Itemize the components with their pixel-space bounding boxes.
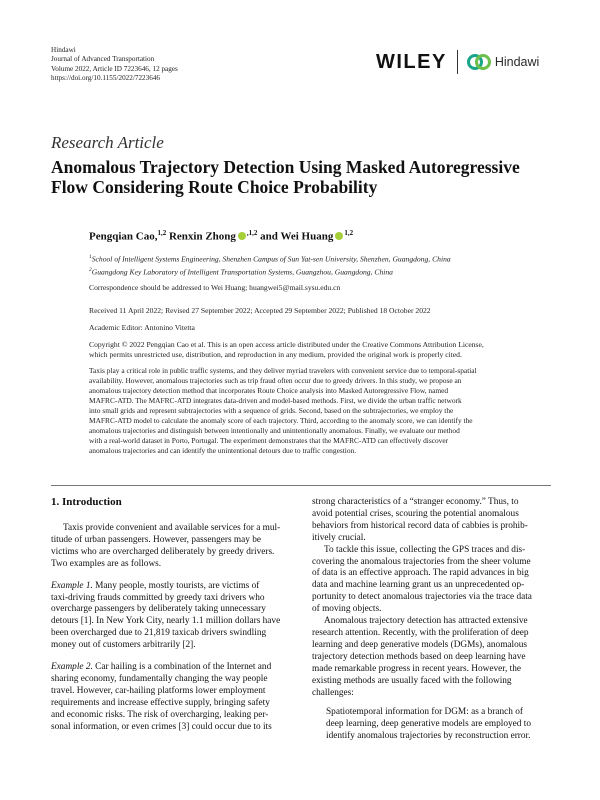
left-column — [51, 497, 291, 734]
example-label: Example 1. — [51, 580, 93, 591]
affiliation-2 — [89, 265, 559, 278]
correspondence — [89, 283, 559, 293]
abstract-line: into small grids and represent subtrajectories with a sequence of grids. Second, based on the subtrajectories, we employ the — [89, 406, 454, 416]
paragraph-gap — [51, 571, 291, 581]
text-line: requirements and increase effective supply, bringing safety — [51, 697, 270, 708]
abstract-line: availability. However, anomalous trajectories such as trip fraud often occur due to greedy drivers. In this study, we propose an — [89, 376, 462, 386]
example-label: Example 2. — [51, 662, 93, 673]
copyright-line: Copyright © 2022 Pengqian Cao et al. This is an open access article distributed under the Creative Commons Attribution License, — [89, 340, 484, 349]
text-line: titude of urban passengers. However, passengers may be — [51, 534, 262, 545]
author-affil-sup: ,1,2 — [246, 229, 258, 237]
volume-line: Volume 2022, Article ID 7223646, 12 pages — [51, 64, 178, 73]
text-line: To tackle this issue, collecting the GPS traces and dis- — [324, 544, 526, 555]
text-line: strong characteristics of a “stranger economy.” Thus, to — [312, 497, 519, 507]
author-joiner[interactable]: and Wei Huang — [260, 230, 334, 243]
logo-divider — [457, 50, 458, 74]
abstract-line: anomalous trajectory detection method that incorporates Route Choice analysis into Masked Autoregressive Flow, named — [89, 386, 449, 396]
doi-link[interactable]: https://doi.org/10.1155/2022/7223646 — [51, 74, 161, 83]
challenge-list-item — [312, 707, 552, 743]
text-line: overcharge passengers by deliberately taking unnecessary — [51, 604, 266, 615]
text-line: sonal information, or even crimes [3] could occur due to its — [51, 721, 272, 732]
section-heading: 1. Introduction — [51, 496, 122, 508]
abstract — [89, 366, 549, 456]
author-affil-sup: 1,2 — [344, 229, 354, 237]
copyright-line: which permits unrestricted use, distribution, and reproduction in any medium, provided the original work is properly cited. — [89, 350, 462, 359]
editor-text: Academic Editor: Antonino Vitetta — [89, 323, 195, 332]
text-line: existing methods are usually faced with the following — [312, 675, 512, 686]
text-line: and economic risks. The risk of overcharging, leaking per- — [51, 709, 269, 720]
example-2 — [51, 662, 291, 733]
paragraph — [312, 545, 552, 616]
example-1 — [51, 581, 291, 652]
journal-meta — [51, 46, 178, 84]
dates — [89, 306, 559, 316]
text-line: detours [1]. In New York City, nearly 1.1 million dollars have — [51, 616, 281, 627]
text-line: travel. However, car-hailing platforms lower employment — [51, 685, 266, 696]
text-line: made remarkable progress in recent years. However, the — [312, 663, 521, 674]
orcid-icon[interactable] — [335, 232, 343, 240]
text-run: Many people, mostly tourists, are victims of — [92, 580, 260, 591]
academic-editor — [89, 323, 559, 333]
text-line: Anomalous trajectory detection has attracted extensive — [324, 616, 528, 627]
author-name[interactable]: Pengqian Cao, — [89, 230, 158, 243]
hindawi-logo-icon — [466, 53, 492, 71]
affiliations — [89, 252, 559, 277]
abstract-line: anomalous trajectories and can identify the unintentional detours due to traffic congestion. — [89, 446, 357, 456]
abstract-line: MAFRC-ATD. The MAFRC-ATD integrates data-driven and model-based methods. First, we divide the urban traffic network — [89, 396, 462, 406]
dates-text: Received 11 April 2022; Revised 27 September 2022; Accepted 29 September 2022; Published 18 October 2022 — [89, 306, 431, 315]
intro-paragraph — [51, 523, 291, 571]
wiley-logo: WILEY — [376, 50, 447, 73]
text-line: data and machine learning grant us an unprecedented op- — [312, 580, 525, 591]
text-line: been overcharged due to 21,819 taxicab drivers swindling — [51, 628, 267, 639]
article-type: Research Article — [51, 133, 164, 152]
text-line: research attention. Recently, with the proliferation of deep — [312, 627, 529, 638]
affiliation-sup: 2 — [89, 266, 92, 273]
orcid-icon[interactable] — [238, 232, 246, 240]
title-line: Anomalous Trajectory Detection Using Masked Autoregressive — [51, 157, 520, 177]
abstract-line: with a real-world dataset in Porto, Portugal. The experiment demonstrates that the MAFRC-ATD can effectively discover — [89, 436, 449, 446]
text-line: itively crucial. — [312, 532, 366, 543]
text-line — [51, 662, 291, 674]
author-affil-sup: 1,2 — [157, 229, 167, 237]
text-line: trajectory detection methods based on deep learning have — [312, 651, 526, 662]
author-list — [89, 229, 353, 243]
paragraph — [312, 497, 552, 545]
paragraph-gap — [51, 652, 291, 662]
affiliation-text: Guangdong Key Laboratory of Intelligent Transportation Systems, Guangzhou, Guangdong, China — [91, 267, 393, 277]
text-line: learning and deep generative models (DGMs), anomalous — [312, 639, 528, 650]
text-line — [51, 581, 291, 593]
text-line: money out of customers arbitrarily [2]. — [51, 640, 196, 651]
text-line: sharing economy, fundamentally changing the way people — [51, 673, 268, 684]
title-line: Flow Considering Route Choice Probability — [51, 177, 378, 197]
text-line: Taxis provide convenient and available services for a mul- — [63, 523, 281, 533]
text-line: covering the anomalous trajectories from the sheer volume — [312, 556, 531, 567]
copyright — [89, 340, 559, 360]
hindawi-logo-text: Hindawi — [494, 55, 540, 69]
abstract-line: Taxis play a critical role in public traffic systems, and they deliver myriad travelers with convenient service due to temporal-spatial — [89, 366, 477, 375]
publisher-logos — [376, 50, 539, 74]
journal-name: Journal of Advanced Transportation — [51, 55, 155, 64]
text-line: of data is an effective approach. The rapid advances in big — [312, 568, 529, 579]
text-line: portunity to detect anomalous trajectories via the trace data — [312, 592, 532, 603]
text-line: victims who are overcharged deliberately by greedy drivers. — [51, 546, 275, 557]
abstract-line: anomalous trajectories and distinguish between intentionally and unintentionally anomalous. Finally, we evaluate our method — [89, 426, 460, 436]
text-line: Spatiotemporal information for DGM: as a branch of — [326, 707, 523, 718]
abstract-line: MAFRC-ATD model to calculate the anomaly score of each trajectory. Third, according to the anomaly score, we can identify the — [89, 416, 473, 426]
text-line: taxi-driving frauds committed by greedy taxi drivers who — [51, 592, 265, 603]
text-line: challenges: — [312, 687, 354, 698]
text-line: of moving objects. — [312, 604, 382, 615]
affiliation-sup: 1 — [89, 254, 92, 260]
text-line: Two examples are as follows. — [51, 558, 162, 569]
publisher-name: Hindawi — [51, 46, 76, 54]
text-line: behaviors from historical record data of cabbies is prohib- — [312, 520, 528, 531]
paragraph — [312, 616, 552, 699]
correspondence-text: Correspondence should be addressed to Wei Huang; huangwei5@mail.sysu.edu.cn — [89, 283, 341, 292]
affiliation-text: School of Intelligent Systems Engineering, Shenzhen Campus of Sun Yat-sen University, Shenzhen, Guangdong, China — [91, 254, 451, 264]
text-run: Car hailing is a combination of the Internet and — [92, 662, 272, 673]
affiliation-1 — [89, 252, 559, 265]
section-divider — [51, 485, 551, 486]
text-line: identify anomalous trajectories by reconstruction error. — [326, 731, 531, 742]
text-line: deep learning, deep generative models are employed to — [326, 719, 531, 730]
right-column — [312, 497, 552, 743]
author-name[interactable]: Renxin Zhong — [168, 230, 236, 243]
text-line: avoid potential crises, scouring the potential anomalous — [312, 508, 519, 519]
paper-title — [51, 157, 561, 197]
